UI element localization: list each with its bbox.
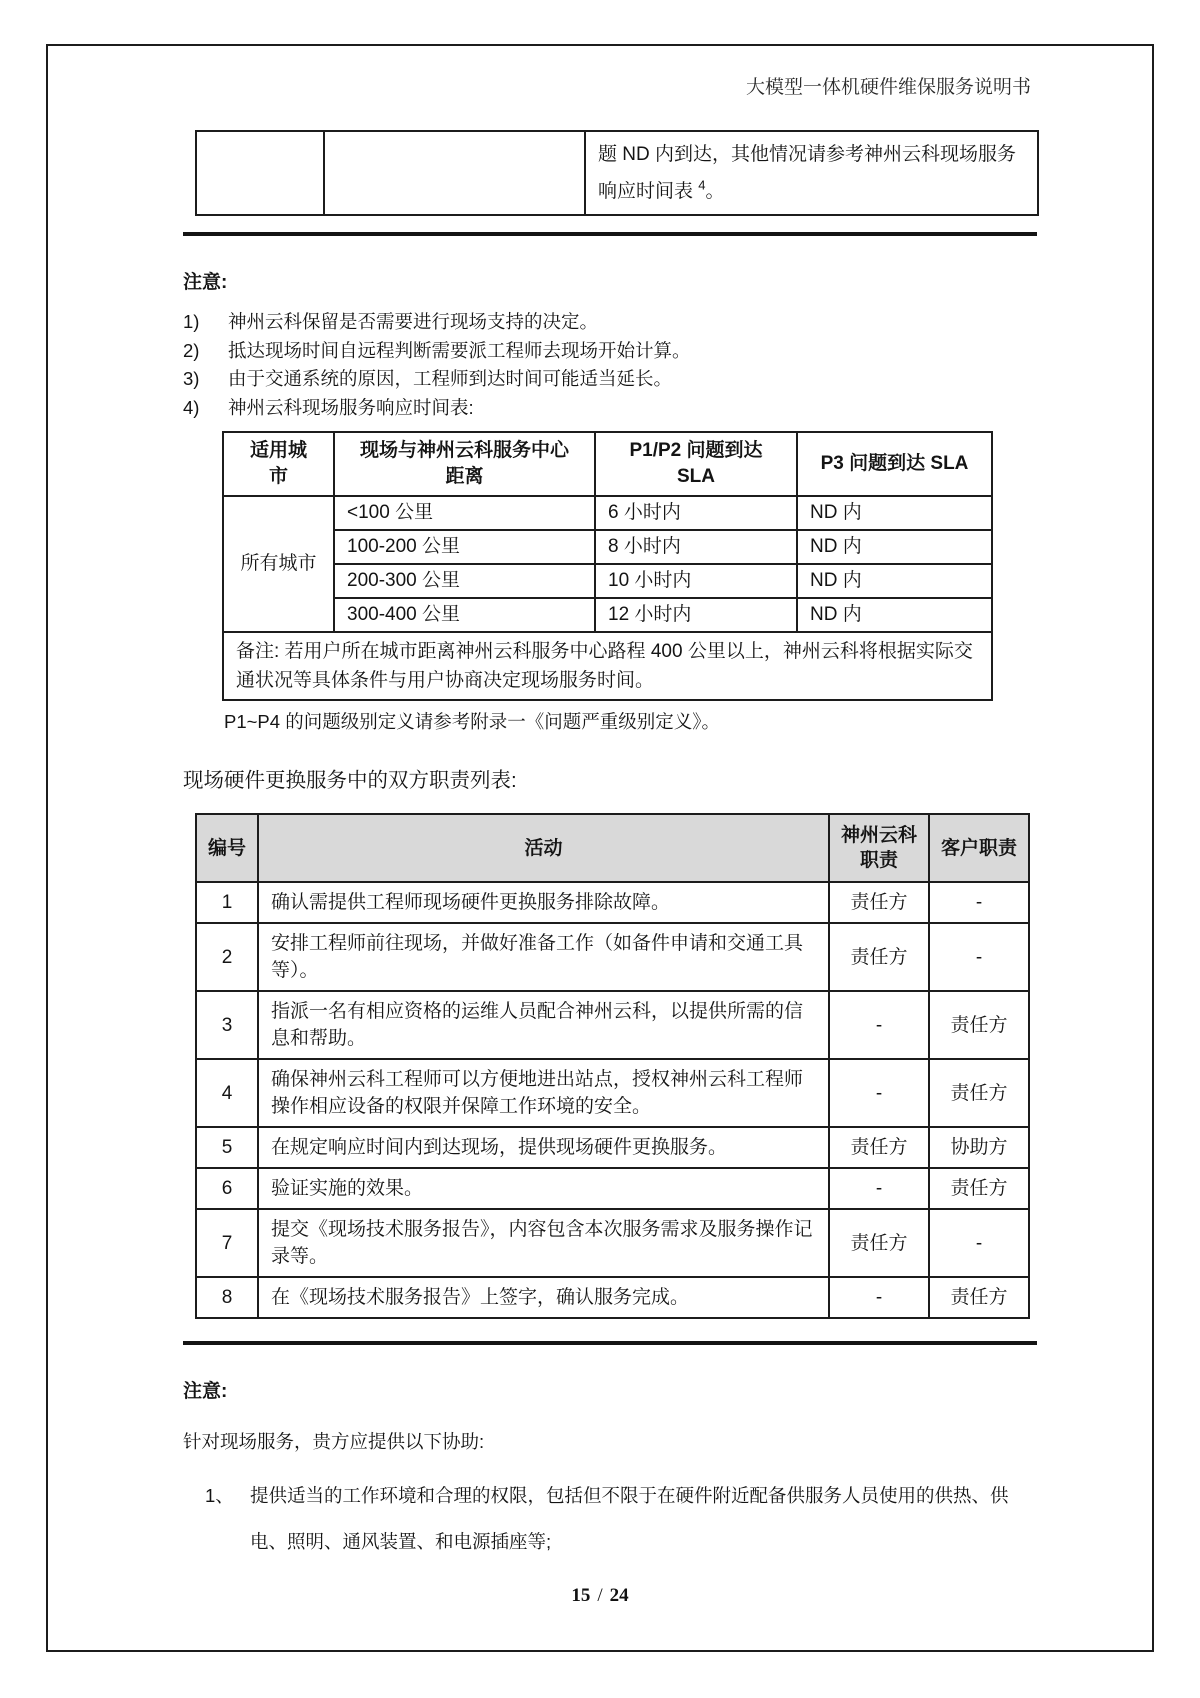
list-item-text: 由于交通系统的原因，工程师到达时间可能适当延长。 <box>228 368 673 389</box>
customer-role-cell: 责任方 <box>929 1059 1029 1127</box>
activity-cell: 验证实施的效果。 <box>258 1168 829 1209</box>
column-header: 编号 <box>196 814 258 882</box>
sla-response-table <box>222 431 993 701</box>
list-item <box>183 1473 1037 1565</box>
row-number-cell: 2 <box>196 923 258 991</box>
empty-cell <box>324 131 585 215</box>
notice-label: 注意: <box>183 272 228 293</box>
section-title: 现场硬件更换服务中的双方职责列表: <box>183 769 517 792</box>
page-number <box>0 1585 1200 1607</box>
response-time-note-cell <box>585 131 1038 215</box>
list-item-text: 抵达现场时间自远程判断需要派工程师去现场开始计算。 <box>228 339 691 361</box>
list-item-number: 2) <box>183 339 200 361</box>
list-item <box>183 394 1037 423</box>
list-item-text: 神州云科保留是否需要进行现场支持的决定。 <box>228 311 599 332</box>
vendor-role-cell: - <box>829 1168 929 1209</box>
table-header-row <box>196 814 1029 882</box>
p3-sla-cell: ND 内 <box>797 564 992 598</box>
section-divider <box>183 232 1037 236</box>
vendor-role-cell: - <box>829 1277 929 1318</box>
table-row <box>223 598 992 632</box>
remark-cell: 备注: 若用户所在城市距离神州云科服务中心路程 400 公里以上，神州云科将根据实际交通状况等具体条件与用户协商决定现场服务时间。 <box>223 632 992 700</box>
list-item-number: 1) <box>183 311 200 332</box>
list-item <box>183 308 1037 337</box>
column-header: 活动 <box>258 814 829 882</box>
vendor-role-cell: - <box>829 1059 929 1127</box>
row-number-cell: 4 <box>196 1059 258 1127</box>
row-number-cell: 5 <box>196 1127 258 1168</box>
footnote-ref: 4 <box>698 177 706 193</box>
p12-sla-cell: 10 小时内 <box>595 564 797 598</box>
list-item-text: 提供适当的工作环境和合理的权限，包括但不限于在硬件附近配备供服务人员使用的供热、供电、照明、通风装置、和电源插座等; <box>250 1485 1009 1552</box>
table-row <box>196 923 1029 991</box>
activity-cell: 确认需提供工程师现场硬件更换服务排除故障。 <box>258 882 829 923</box>
page-title: 大模型一体机硬件维保服务说明书 <box>745 77 1031 98</box>
vendor-role-cell: 责任方 <box>829 1209 929 1277</box>
severity-definition-note: P1~P4 的问题级别定义请参考附录一《问题严重级别定义》。 <box>224 711 720 732</box>
row-number-cell: 8 <box>196 1277 258 1318</box>
continued-table <box>195 130 1039 216</box>
page-separator: / <box>597 1585 603 1606</box>
table-row <box>196 991 1029 1059</box>
notice-list <box>183 308 1037 422</box>
activity-cell: 提交《现场技术服务报告》，内容包含本次服务需求及服务操作记录等。 <box>258 1209 829 1277</box>
column-header: 神州云科职责 <box>829 814 929 882</box>
distance-cell: 300-400 公里 <box>334 598 595 632</box>
vendor-role-cell: 责任方 <box>829 1127 929 1168</box>
empty-cell <box>196 131 324 215</box>
activity-cell: 在规定响应时间内到达现场，提供现场硬件更换服务。 <box>258 1127 829 1168</box>
responsibility-table <box>195 813 1030 1319</box>
customer-role-cell: - <box>929 1209 1029 1277</box>
assistance-intro: 针对现场服务，贵方应提供以下协助: <box>183 1431 485 1452</box>
distance-cell: 100-200 公里 <box>334 530 595 564</box>
table-row <box>196 1168 1029 1209</box>
customer-role-cell: 责任方 <box>929 1168 1029 1209</box>
notice-label: 注意: <box>183 1381 228 1402</box>
table-row <box>223 632 992 700</box>
column-header: 客户职责 <box>929 814 1029 882</box>
row-number-cell: 1 <box>196 882 258 923</box>
p3-sla-cell: ND 内 <box>797 496 992 530</box>
p12-sla-cell: 6 小时内 <box>595 496 797 530</box>
activity-cell: 在《现场技术服务报告》上签字，确认服务完成。 <box>258 1277 829 1318</box>
table-row <box>196 1127 1029 1168</box>
list-item <box>183 365 1037 394</box>
activity-cell: 指派一名有相应资格的运维人员配合神州云科，以提供所需的信息和帮助。 <box>258 991 829 1059</box>
customer-role-cell: - <box>929 882 1029 923</box>
p3-sla-cell: ND 内 <box>797 598 992 632</box>
page-content <box>183 0 1037 1565</box>
customer-role-cell: 责任方 <box>929 1277 1029 1318</box>
city-cell: 所有城市 <box>223 496 334 632</box>
total-pages: 24 <box>609 1585 629 1606</box>
table-row <box>223 530 992 564</box>
vendor-role-cell: 责任方 <box>829 923 929 991</box>
column-header: P1/P2 问题到达 SLA <box>595 432 797 496</box>
table-row <box>196 131 1038 215</box>
p12-sla-cell: 8 小时内 <box>595 530 797 564</box>
list-item-number: 1、 <box>205 1485 234 1506</box>
customer-role-cell: 责任方 <box>929 991 1029 1059</box>
table-row <box>223 564 992 598</box>
column-header: P3 问题到达 SLA <box>797 432 992 496</box>
row-number-cell: 7 <box>196 1209 258 1277</box>
distance-cell: 200-300 公里 <box>334 564 595 598</box>
vendor-role-cell: 责任方 <box>829 882 929 923</box>
customer-role-cell: 协助方 <box>929 1127 1029 1168</box>
table-row <box>196 882 1029 923</box>
list-item-text: 神州云科现场服务响应时间表: <box>228 396 474 418</box>
list-item <box>183 337 1037 366</box>
activity-cell: 确保神州云科工程师可以方便地进出站点，授权神州云科工程师操作相应设备的权限并保障工作环境的安全。 <box>258 1059 829 1127</box>
customer-role-cell: - <box>929 923 1029 991</box>
column-header: 现场与神州云科服务中心距离 <box>334 432 595 496</box>
list-item-number: 3) <box>183 368 200 389</box>
section-divider <box>183 1341 1037 1345</box>
list-item-number: 4) <box>183 396 200 418</box>
table-row <box>196 1209 1029 1277</box>
p3-sla-cell: ND 内 <box>797 530 992 564</box>
distance-cell: <100 公里 <box>334 496 595 530</box>
vendor-role-cell: - <box>829 991 929 1059</box>
table-row <box>223 496 992 530</box>
note-text: 题 ND 内到达，其他情况请参考神州云科现场服务响应时间表 <box>598 144 1017 202</box>
note-text-end: 。 <box>705 181 725 202</box>
table-row <box>196 1277 1029 1318</box>
table-header-row <box>223 432 992 496</box>
activity-cell: 安排工程师前往现场，并做好准备工作（如备件申请和交通工具等）。 <box>258 923 829 991</box>
row-number-cell: 6 <box>196 1168 258 1209</box>
column-header: 适用城市 <box>223 432 334 496</box>
row-number-cell: 3 <box>196 991 258 1059</box>
table-row <box>196 1059 1029 1127</box>
current-page: 15 <box>571 1585 591 1606</box>
p12-sla-cell: 12 小时内 <box>595 598 797 632</box>
